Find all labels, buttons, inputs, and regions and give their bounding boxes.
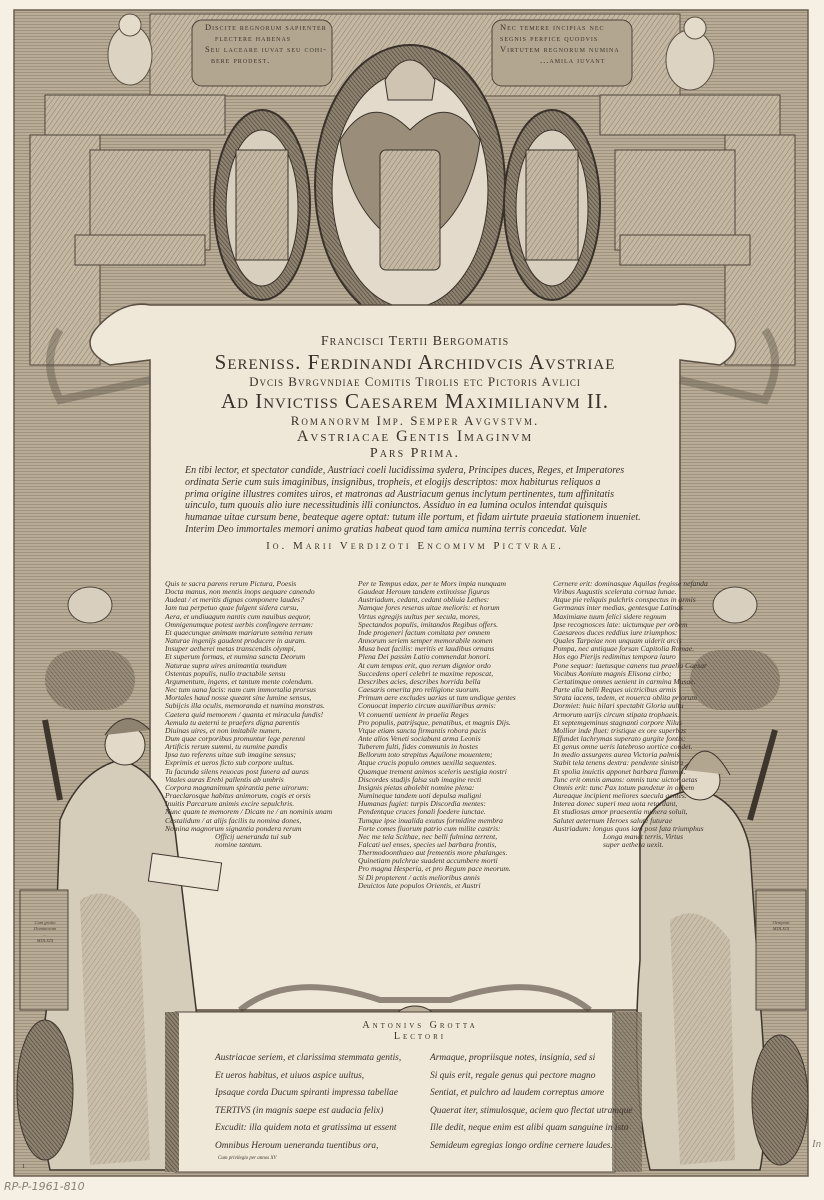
poem-line: Salutet aeternum Heroes salute futurae xyxy=(553,815,673,825)
poem-line: Succedens operi celebri te maxime reposcat, xyxy=(358,668,494,678)
poem-line: Naturae supra uires animantia mundum xyxy=(165,660,287,670)
poem-line: Humanas fugiet: turpis Discordia mentes: xyxy=(358,799,486,809)
intro-line: humanae uitae cursum bene, beateque agere optat: tutum ille portum, et fidam uirtute praeuia stationem inueniet. xyxy=(185,512,641,524)
poem-line: At cum tempus erit, quo rerum dignior ordo xyxy=(358,660,491,670)
title-line-3: Dvcis Bvrgvndiae Comitis Tirolis etc Pictoris Avlici xyxy=(249,374,581,389)
poem-line: Gaudeat Heroum tandem extinxisse figuras xyxy=(358,587,490,597)
poem-line: Iam tua perpetuo quae fulgent sidera cursu, xyxy=(165,603,299,613)
poem-line: Virtus egregijs uultus per secula, mores, xyxy=(358,611,480,621)
poem-line: Corpora magnanimum spirantia pene uirorum: xyxy=(165,782,310,792)
poem-line: Tuberem fulti, fides communis in hostes xyxy=(358,742,478,752)
poem-line: Nec me tela Scithae, nec belli fulmina terrent, xyxy=(358,831,498,841)
inscription-line: Oenipont xyxy=(772,920,790,925)
poem-line: Musa beat facilis: meritis et laudibus ornans xyxy=(358,644,495,654)
poem-line: Diuinas uires, et non imitabile numen, xyxy=(165,725,282,735)
poem-line: Ipsa tuo referens uitae sub imagine sensus; xyxy=(165,750,297,760)
poem-line: Nec tum uana facis: nam cum immortalia prorsus xyxy=(165,685,316,695)
poem-line: Argumentum, ingens, et tantum mente colendum. xyxy=(165,676,314,686)
poem-line: Hos ego Pierijs redimitus tempora lauro xyxy=(553,652,676,662)
poem-line: Dormiet: huic hilari spectabit Gloria uultu xyxy=(553,701,684,711)
poem-line: Viribus Augustis scelerata cornua lunae. xyxy=(553,587,677,597)
poem-line: Caesareos duces reddius iure triumphos: xyxy=(553,627,678,637)
inscription-line: MDLXIX xyxy=(36,938,54,943)
poem-line: Nunc quam te memorem / Dicam ne / an nominis unam xyxy=(165,807,333,817)
shield-right xyxy=(752,1035,808,1165)
poem-line: Certatimque omnes uenient in carmina Musae. xyxy=(553,676,696,686)
title-line-4: Ad Invictiss Caesarem Maximilianvm II. xyxy=(220,389,610,413)
poem-line: Namque fores reseras uitae melioris: et horum xyxy=(358,603,500,613)
lectori-line: Excudit: illa quidem nota et gratissima ut essent xyxy=(215,1123,397,1133)
poem-line: Plena Dei passim Latio commendat honori. xyxy=(358,652,491,662)
poem-line: Pro populis, patrijsque, penatibus, et magnis Dijs. xyxy=(358,717,511,727)
shield-left xyxy=(17,1020,73,1160)
lectori-line: Quaerat iter, stimulosque, aciem quo flectat utramque xyxy=(430,1105,633,1116)
poem-line: Forte comes fiuorum patrio cum milite castris: xyxy=(358,823,501,833)
intro-line: En tibi lector, et spectator candide, Austriaci coeli lucidissima sydera, Principes duces, Reges, et Imperatores xyxy=(185,465,625,476)
poem-line: Et superum formas, et numina sancta Deorum xyxy=(165,652,306,662)
cartouche-line: flectere habenas xyxy=(215,33,292,43)
cartouche-line: bere prodest. xyxy=(211,55,271,65)
poem-line: Inde progeneri factum comitata per omnem xyxy=(358,627,490,637)
poem-line: Artificis rerum summi, tu numine pandis xyxy=(165,742,288,752)
top-cartouche-right xyxy=(500,22,620,66)
poem-line: Et septemgeminus stagnanti corpore Nilus xyxy=(553,717,682,727)
poem-line: Aemula tu aeterni te praefers digna parentis xyxy=(165,717,300,727)
poem-line: Tunc erit omnis amans: omnis tunc uictor aetas xyxy=(553,774,698,784)
poem-line: Audeat / et meritis dignas componere laudes? xyxy=(165,595,304,605)
poem-line: Annorum seriem semper memorabile nomen xyxy=(358,636,493,646)
poem-line: Quinetiam pulchrae suadent accumbere morti xyxy=(358,856,498,866)
poem-line: Parte alia belli Reques uictricibus armis xyxy=(553,685,677,695)
ram-head-right xyxy=(713,587,757,623)
title-line-7: Pars Prima. xyxy=(369,446,461,461)
lectori-line: Sentiat, et pulchro ad laudem correptus amore xyxy=(430,1088,605,1098)
lectori-line: Ille dedit, neque enim est alibi quam sanguine in isto xyxy=(430,1123,629,1133)
poem-line: Officij ueneranda tui sub xyxy=(215,831,292,841)
poem-line: Pompa, nec antiquae forsan Capitolia Romae. xyxy=(553,644,695,654)
intro-line: uinculo, tum quouis alio iure necessitudinis illi coniunctos. Assiduo in ea lumina oculos intendat quisquis xyxy=(185,500,608,512)
poem-line: Tu facunda silens reuocas post funera ad auras xyxy=(165,766,309,776)
poem-line: Nomina magnorum signantia pondera rerum xyxy=(165,823,302,833)
margin-note: In xyxy=(812,1138,822,1150)
inscription-line: ... xyxy=(43,932,47,937)
poem-line: Per te Tempus edax, per te Mors impia nunquam xyxy=(358,579,506,588)
lectori-line: Semideum egregias longo ordine cernere laudes. xyxy=(430,1140,613,1151)
lectori-line: TERTIVS (in magnis saepe est audacia felix) xyxy=(215,1105,384,1116)
poem-line: Mortales haud nosse queant sine lumine sensus, xyxy=(165,693,312,703)
top-cartouche-left xyxy=(205,22,327,66)
poem-line: Insuper aetherei metas transcendis olympi, xyxy=(165,644,296,654)
lectori-line: Omnibus Heroum ueneranda tuentibus ora, xyxy=(215,1140,379,1151)
poem-line: Pone sequar: laetusque canens tua praelia Caesar xyxy=(553,660,707,670)
accession-number: RP-P-1961-810 xyxy=(4,1180,85,1193)
poem-line: Quales Tarpeiae non unquam uiderit arcis xyxy=(553,636,682,646)
poem-line: Et spolia inuictis apponet barbara flammis. xyxy=(553,766,686,776)
poem-column-2 xyxy=(358,580,516,890)
poem-line: Interea donec superi mea uota retardant, xyxy=(553,799,678,809)
side-inscription-left xyxy=(22,920,68,944)
poem-line: Stabit tela tenens dextra: pendente sinistra xyxy=(553,758,684,768)
poem-line: Tumque ipse inualida exutus formidine membra xyxy=(358,815,503,825)
coat-of-arms-center xyxy=(315,45,505,325)
lectori-line: Armaque, propriisque notes, insignia, sed si xyxy=(430,1053,596,1063)
poem-line: Omnis erit: tunc Pax totum pandetur in orbem xyxy=(553,782,695,792)
coat-of-arms-right xyxy=(504,110,600,300)
poem-line: Vocibus Aonium magnis Elisona cirbo; xyxy=(553,668,672,678)
poem-line: Insignis pietas abolebit nomine plena: xyxy=(358,782,475,792)
lectori-title: Lectori xyxy=(393,1031,447,1042)
intro-line: ordinata Serie cum suis imaginibus, insignibus, tropheis, et elogijs descriptos: mox habiturus reliquos a xyxy=(185,476,601,488)
title-line-6: Avstriacae Gentis Imaginvm xyxy=(296,428,534,445)
lectori-line: Austriacae seriem, et clarissima stemmata gentis, xyxy=(215,1053,402,1063)
poem-line: Ante alios Veneti sociabunt arma Leonis xyxy=(358,733,481,743)
plate-number: 1 xyxy=(22,1164,25,1170)
poem-line: Armorum uarijs circum stipata trophaeis. xyxy=(553,709,680,719)
poem-line: Atque pie reliquis pulchris conspectus in armis xyxy=(553,595,696,605)
poem-line: Caesaris omerita pro relligione suorum. xyxy=(358,685,481,695)
poem-line: Ipse recognosces late: uictumque per orbem xyxy=(553,619,688,629)
poem-line: Aera, et undiuagum nantis cum nauibus aequor, xyxy=(165,611,311,621)
lectori-line: Si quis erit, regale genus qui pectore magno xyxy=(430,1070,596,1081)
poem-line: Quis te sacra parens rerum Pictura, Poesis xyxy=(165,579,297,588)
poem-line: Cernere erit: dominasque Aquilas fregisse nefanda xyxy=(553,579,708,588)
poem-line: Quamque trement animos sceleris uestigia nostri xyxy=(358,766,507,776)
lectori-author: Antonivs Grotta xyxy=(362,1020,478,1031)
poem-line: Thermodoonthaeo aut frementis more phalanges. xyxy=(358,848,508,858)
ram-head-left xyxy=(68,587,112,623)
poem-line: Naturae ingenijs gaudent producere in auram. xyxy=(165,636,307,646)
poem-line: super aethera uexit. xyxy=(603,840,664,849)
poem-line: Austriadum, cedant, cedant obliuia Lethes: xyxy=(358,595,490,605)
poem-line: Discordes studijs falsa sub imagine recti xyxy=(358,774,482,784)
lectori-line: Ipsaque corda Ducum spiranti impressa tabellae xyxy=(215,1088,398,1098)
poem-line: Omnigenumque potest uerbis confingere terram: xyxy=(165,619,314,629)
inscription-line: MDLXIX xyxy=(772,926,790,931)
poem-line: In medio assurgens aurea Victoria palmis xyxy=(553,750,680,760)
cartouche-line: Discite regnorum sapienter xyxy=(205,22,327,32)
lectori-heading xyxy=(270,1020,570,1042)
poem-line: Et studiosus amor praesentia munera soluit, xyxy=(553,807,688,817)
poem-line: Spectandos populis, imitandos Regibus offers. xyxy=(358,619,499,629)
poem-line: Praeclarosque habitus animorum, cogis et orsis xyxy=(165,791,311,801)
poem-line: Et quaecunque animam mariarum semina rerum xyxy=(165,627,313,637)
poem-line: Subijcis illa oculis, memoranda et numina monstras. xyxy=(165,701,325,711)
cartouche-line: ...amila iuvant xyxy=(540,55,606,65)
lectori-column-right xyxy=(430,1050,633,1155)
poem-column-1 xyxy=(165,580,332,849)
poem-line: Pendentque cruces fonali foedere iunctae. xyxy=(358,807,486,817)
poem-line: Castalidum / at alijs facilis tu nomina dones, xyxy=(165,815,302,825)
cartouche-line: Nec temere incipias nec xyxy=(500,22,605,32)
poem-line: Germanas inter medias, gentesque Latinas xyxy=(553,603,684,613)
cartouche-line: Seu laceare iuvat seu cohi- xyxy=(205,44,327,54)
coat-of-arms-left xyxy=(214,110,310,300)
inscription-line: Cum gratia xyxy=(34,920,56,925)
poem-line: nomine tantum. xyxy=(215,840,263,849)
poem-line: Aureaque incipient meliores saecula gentes. xyxy=(553,791,687,801)
poem-line: Longa manet terris, Virtus xyxy=(603,831,684,841)
poem-line: Strata iacens, tedem, et nouerca oblita priorum xyxy=(553,693,697,703)
intro-paragraph xyxy=(185,465,641,536)
poem-line: Vt conuenti uenient in praelia Reges xyxy=(358,709,469,719)
poem-line: Si Di propterent / actis melioribus annis xyxy=(358,872,480,882)
lectori-line: Et ueros habitus, et uiuos aspice uultus, xyxy=(215,1070,365,1081)
poem-line: Conuocat imperio circum auxiliaribus armis: xyxy=(358,701,497,711)
poem-line: Vtque etiam sancta firmantis robora pacis xyxy=(358,725,487,735)
title-line-2: Sereniss. Ferdinandi Archidvcis Avstriae xyxy=(214,350,616,374)
poem-line: Effundet lachrymas superato gurgite fontis: xyxy=(553,733,686,743)
poem-line: Caetera quid memorem / quanta et miracula fundis! xyxy=(165,709,324,719)
poem-line: Primum aere excludes uarias ut tum undique gentes xyxy=(358,693,516,703)
poem-line: Et genus omne ueris latebroso uortice condet. xyxy=(553,742,693,752)
cartouche-line: Virtutem regnorum numina xyxy=(500,44,620,54)
poem-line: Ostentas populis, nullo tractabile sensu xyxy=(165,668,286,678)
poem-line: Pro magna Hesperia, et pro Regum pace meorum. xyxy=(358,864,511,874)
poem-line: Falcati uel enses, species uel barbara frontis, xyxy=(358,840,497,849)
side-inscription-right xyxy=(758,920,804,932)
poem-line: Dum quae corporibus promuntur lege perenni xyxy=(165,733,306,743)
lectori-column-left xyxy=(215,1050,401,1155)
poem-line: Maximiane tuum felici sidere regnum xyxy=(553,611,667,621)
intro-line: prima origine illustres comites uiros, et matronas ad Austriacum genus inclytum pertinentes, tum affinitatis xyxy=(185,488,614,500)
privilege-note: Cum privilegio per annos XV xyxy=(218,1156,277,1161)
poem-line: Deuictos late populos Orientis, et Austri xyxy=(358,880,481,890)
inscription-line: Dominorum xyxy=(33,926,57,931)
poem-line: Atque crucis populo omnes uexilla sequentes. xyxy=(358,758,497,768)
title-line-5: Romanorvm Imp. Semper Avgvstvm. xyxy=(290,413,540,428)
poem-line: Numineque tandem uoti depulsa maligni xyxy=(358,791,482,801)
poem-line: Exprimis et ueros ficto sub corpore uultus. xyxy=(165,758,295,768)
title-line-1: Francisci Tertii Bergomatis xyxy=(320,334,510,349)
poem-line: Describes acies, describes horrida bella xyxy=(358,676,481,686)
poem-line: Inuitis Parcarum animis excire sepulchris. xyxy=(165,799,295,809)
poem-line: Mollior inde fluet: tristique ex ore superbas xyxy=(553,725,687,735)
cartouche-line: segnis perfice quodvis xyxy=(500,33,599,43)
poem-line: Austriadum: longus quos iam post fata triumphus xyxy=(553,823,704,833)
intro-line: Interim Deo immortales memori animo gratias habeat quod tam amica numina terris concedat. Vale xyxy=(185,523,587,535)
poem-line: Bellorum toto strepitus Aquilone mouentem; xyxy=(358,750,493,760)
encomium-title: Io. Marii Verdizoti Encomivm Pictvrae. xyxy=(266,540,564,552)
poem-column-3 xyxy=(553,580,708,849)
poem-line: Vitales auras Erebi pallentis ab umbris xyxy=(165,774,284,784)
poem-line: Docta manus, non mentis inops aequare canendo xyxy=(165,587,315,597)
